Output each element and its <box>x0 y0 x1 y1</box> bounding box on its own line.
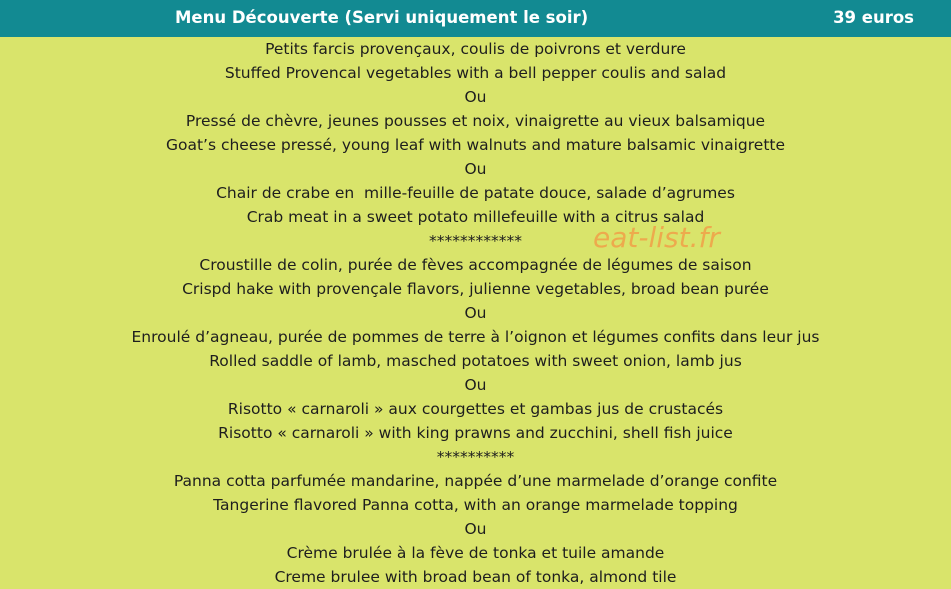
menu-header-bar <box>0 0 951 37</box>
menu-separator-ou: Ou <box>464 88 487 106</box>
menu-title: Menu Découverte (Servi uniquement le soir) <box>175 8 589 27</box>
menu-body <box>0 37 951 589</box>
watermark-logo: eat-list.fr <box>593 221 720 254</box>
menu-line: Crème brulée à la fève de tonka et tuile amande <box>286 544 665 562</box>
menu-separator-ou: Ou <box>464 160 487 178</box>
menu-line: Crispd hake with provençale flavors, julienne vegetables, broad bean purée <box>182 280 769 298</box>
menu-line: Panna cotta parfumée mandarine, nappée d’une marmelade d’orange confite <box>173 472 778 490</box>
menu-separator-ou: Ou <box>464 376 487 394</box>
course-divider: ********** <box>436 448 515 466</box>
menu-line: Petits farcis provençaux, coulis de poivrons et verdure <box>265 40 686 58</box>
menu-line: Rolled saddle of lamb, masched potatoes with sweet onion, lamb jus <box>209 352 742 370</box>
menu-line: Risotto « carnaroli » aux courgettes et gambas jus de crustacés <box>227 400 724 418</box>
menu-line: Stuffed Provencal vegetables with a bell pepper coulis and salad <box>224 64 727 82</box>
course-divider: ************ <box>429 232 522 250</box>
menu-line: Enroulé d’agneau, purée de pommes de terre à l’oignon et légumes confits dans leur jus <box>131 328 820 346</box>
menu-line: Chair de crabe en mille-feuille de patate douce, salade d’agrumes <box>216 184 735 202</box>
menu-line: Croustille de colin, purée de fèves accompagnée de légumes de saison <box>199 256 752 274</box>
menu-line: Goat’s cheese pressé, young leaf with walnuts and mature balsamic vinaigrette <box>165 136 786 154</box>
menu-line: Creme brulee with broad bean of tonka, almond tile <box>274 568 677 586</box>
menu-separator-ou: Ou <box>464 520 487 538</box>
menu-price: 39 euros <box>833 8 914 27</box>
menu-line: Pressé de chèvre, jeunes pousses et noix, vinaigrette au vieux balsamique <box>185 112 766 130</box>
menu-line: Risotto « carnaroli » with king prawns and zucchini, shell fish juice <box>218 424 733 442</box>
menu-line: Tangerine flavored Panna cotta, with an orange marmelade topping <box>213 496 738 514</box>
menu-separator-ou: Ou <box>464 304 487 322</box>
menu-line: Crab meat in a sweet potato millefeuille with a citrus salad <box>246 208 705 226</box>
